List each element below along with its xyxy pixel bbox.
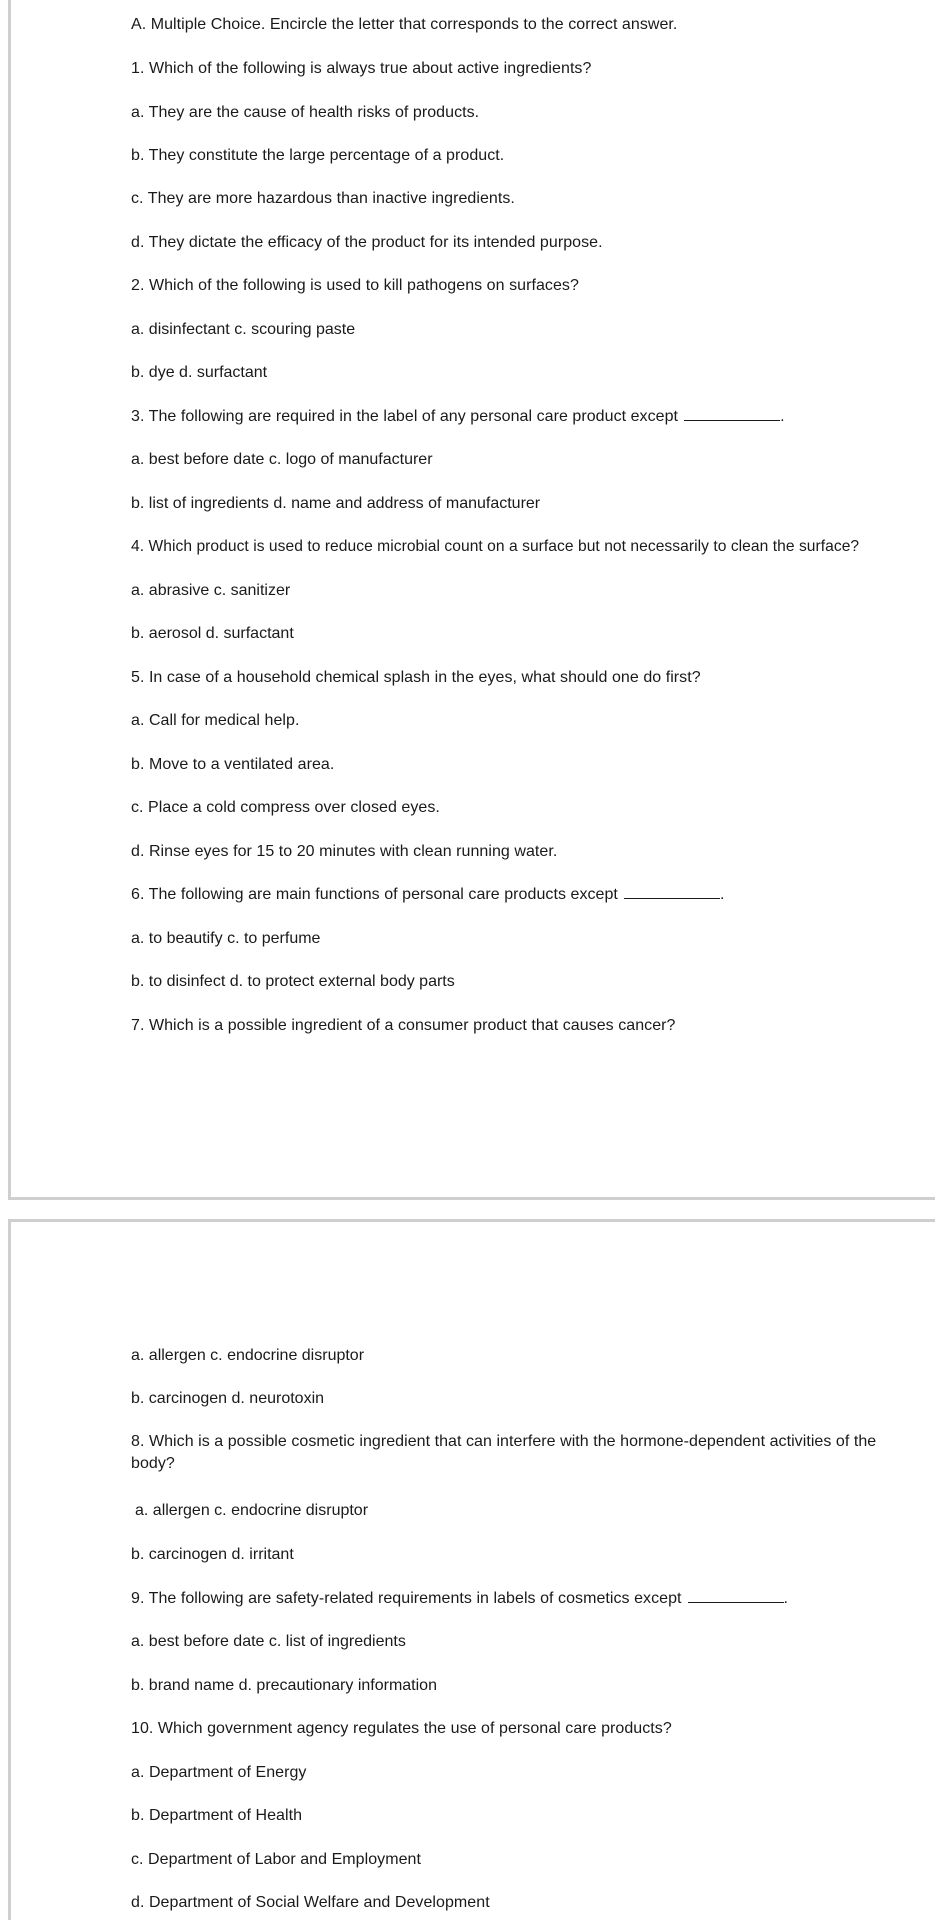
- question-4-choice-c: c. sanitizer: [213, 582, 291, 599]
- question-8-choice-d: d. irritant: [231, 1546, 294, 1563]
- question-2-row-1: [131, 319, 355, 341]
- question-9-blank-suffix: .: [783, 1590, 789, 1607]
- question-5-choice-d: d. Rinse eyes for 15 to 20 minutes with clean running water.: [131, 843, 558, 860]
- question-1-choice-d: d. They dictate the efficacy of the product for its intended purpose.: [131, 234, 603, 251]
- answer-blank[interactable]: [624, 884, 720, 899]
- question-9-choice-d: d. precautionary information: [238, 1677, 437, 1694]
- question-6-choice-a: a. to beautify: [131, 930, 223, 947]
- question-6-row-2: [131, 971, 455, 993]
- question-9-row-1: [131, 1631, 406, 1653]
- question-3-choice-a: a. best before date: [131, 451, 265, 468]
- question-8-choice-b: b. carcinogen: [131, 1546, 228, 1563]
- question-10-choice-b: b. Department of Health: [131, 1807, 303, 1824]
- question-7-choice-a: a. allergen: [131, 1347, 206, 1364]
- question-7-row-1: [131, 1345, 364, 1367]
- question-8-stem: 8. Which is a possible cosmetic ingredient that can interfere with the hormone-dependent activities of the body?: [131, 1433, 877, 1472]
- question-4-choice-d: d. surfactant: [205, 625, 294, 642]
- question-7-choice-c: c. endocrine disruptor: [210, 1347, 365, 1364]
- question-4-row-2: [131, 623, 294, 645]
- question-3-choice-c: c. logo of manufacturer: [268, 451, 433, 468]
- question-10-stem: 10. Which government agency regulates the use of personal care products?: [131, 1720, 672, 1737]
- question-8-choice-c: c. endocrine disruptor: [214, 1502, 369, 1519]
- question-6-stem: 6. The following are main functions of personal care products except: [131, 886, 618, 903]
- question-9-choice-c: c. list of ingredients: [268, 1633, 406, 1650]
- question-6-stem-line: [131, 884, 935, 906]
- page-gap: [0, 1200, 935, 1219]
- question-10-choice-a: a. Department of Energy: [131, 1764, 307, 1781]
- question-9-choice-a: a. best before date: [131, 1633, 265, 1650]
- question-7-stem: 7. Which is a possible ingredient of a consumer product that causes cancer?: [131, 1017, 676, 1034]
- question-4-row-1: [131, 580, 290, 602]
- question-1-choice-b: b. They constitute the large percentage of a product.: [131, 147, 505, 164]
- question-2-choice-b: b. dye: [131, 364, 175, 381]
- question-2-stem: 2. Which of the following is used to kill pathogens on surfaces?: [131, 277, 579, 294]
- question-10-choice-c: c. Department of Labor and Employment: [131, 1851, 421, 1868]
- question-3-stem-line: [131, 406, 935, 428]
- question-3-row-2: [131, 493, 540, 515]
- question-1-stem: 1. Which of the following is always true about active ingredients?: [131, 60, 592, 77]
- question-6-choice-b: b. to disinfect: [131, 973, 226, 990]
- question-6-row-1: [131, 928, 320, 950]
- question-4-choice-b: b. aerosol: [131, 625, 202, 642]
- answer-blank[interactable]: [684, 406, 780, 421]
- question-9-choice-b: b. brand name: [131, 1677, 235, 1694]
- question-7-row-2: [131, 1388, 324, 1410]
- question-7-choice-b: b. carcinogen: [131, 1390, 228, 1407]
- question-3-stem: 3. The following are required in the label of any personal care product except: [131, 408, 679, 425]
- question-3-row-1: [131, 449, 433, 471]
- question-3-choice-b: b. list of ingredients: [131, 495, 269, 512]
- question-6-choice-c: c. to perfume: [227, 930, 321, 947]
- question-5-choice-b: b. Move to a ventilated area.: [131, 756, 335, 773]
- question-3-blank-suffix: .: [780, 408, 785, 425]
- question-9-row-2: [131, 1675, 437, 1697]
- answer-blank[interactable]: [688, 1588, 784, 1603]
- question-2-row-2: [131, 362, 267, 384]
- question-4-stem: 4. Which product is used to reduce microbial count on a surface but not necessarily to clean the surface?: [131, 538, 860, 555]
- question-7-choice-d: d. neurotoxin: [231, 1390, 325, 1407]
- question-2-choice-c: c. scouring paste: [234, 321, 356, 338]
- question-4-choice-a: a. abrasive: [131, 582, 210, 599]
- question-8-row-2: [131, 1544, 294, 1566]
- question-2-choice-d: d. surfactant: [179, 364, 268, 381]
- question-3-choice-d: d. name and address of manufacturer: [273, 495, 541, 512]
- question-1-choice-a: a. They are the cause of health risks of products.: [131, 104, 480, 121]
- question-2-choice-a: a. disinfectant: [131, 321, 230, 338]
- question-9-stem: 9. The following are safety-related requirements in labels of cosmetics except: [131, 1590, 682, 1607]
- question-6-choice-d: d. to protect external body parts: [229, 973, 455, 990]
- question-6-blank-suffix: .: [719, 886, 725, 903]
- question-5-choice-c: c. Place a cold compress over closed eyes.: [131, 799, 440, 816]
- question-8-choice-a: a. allergen: [135, 1502, 210, 1519]
- question-10-choice-d: d. Department of Social Welfare and Development: [131, 1894, 490, 1911]
- question-5-choice-a: a. Call for medical help.: [131, 712, 300, 729]
- question-9-stem-line: [131, 1588, 935, 1610]
- question-8-row-1: [135, 1500, 368, 1522]
- question-5-stem: 5. In case of a household chemical splash in the eyes, what should one do first?: [131, 669, 701, 686]
- question-1-choice-c: c. They are more hazardous than inactive ingredients.: [131, 190, 515, 207]
- instructions: A. Multiple Choice. Encircle the letter that corresponds to the correct answer.: [131, 16, 678, 33]
